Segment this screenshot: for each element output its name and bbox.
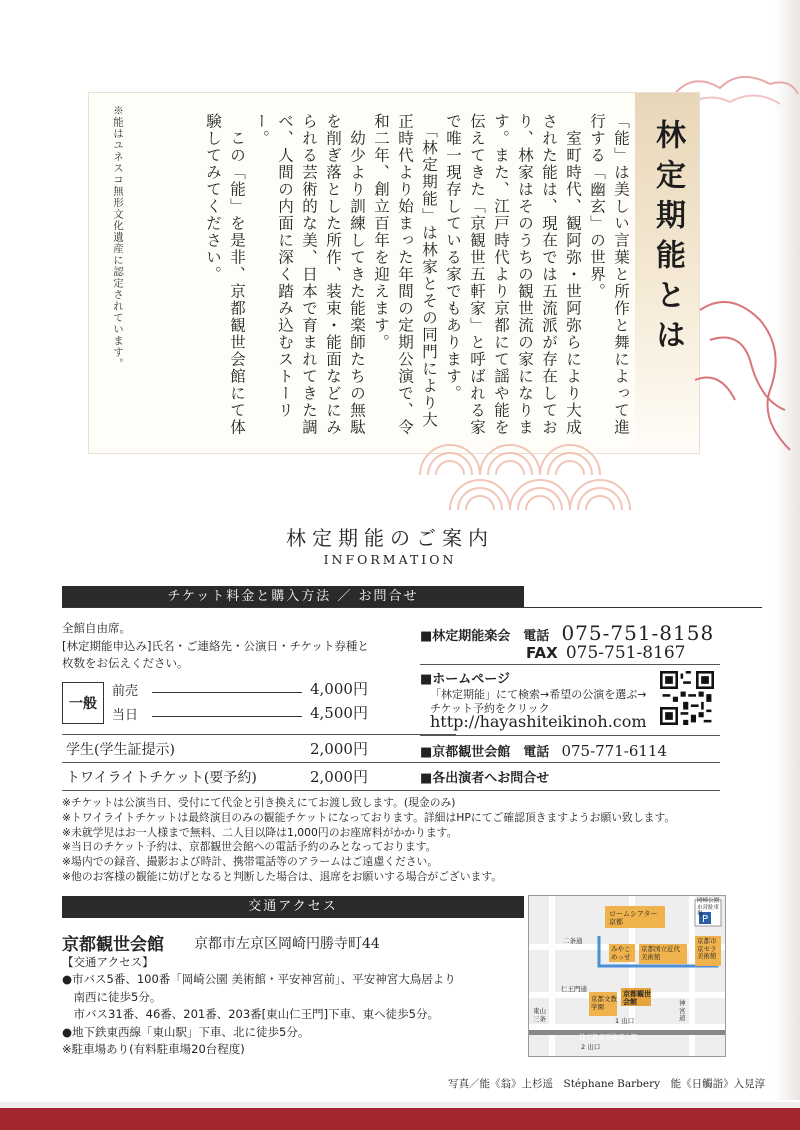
venue-name: 京都観世会館 [62,935,164,955]
performers-contact: ■各出演者へお問合せ [420,771,550,786]
student-label: 学生(学生証提示) [66,742,175,758]
unesco-note: ※能はユネスコ無形文化遺産に認定されています。 [112,105,124,370]
map-label-kanze: 京都観世会館 [623,990,651,1006]
fax-contact [526,643,686,663]
access-heading: 【交通アクセス】 [62,955,154,969]
divider [420,790,720,791]
assoc-contact [420,621,714,645]
access-line: ※駐車場あり(有料駐車場20台程度) [62,1042,245,1056]
intro-panel [88,92,700,454]
divider [62,790,456,791]
notes-list [62,796,762,885]
divider [420,735,720,736]
map-label-subway: 地下鉄東西線東山駅 [579,1033,638,1041]
door-price: 4,500円 [310,704,368,722]
hp-instruction-2: チケット予約をクリック [430,702,550,715]
intro-paragraph: 「能」は美しい言葉と所作と舞によって進行する「幽玄」の世界。 [588,113,630,436]
apply-text: [林定期能申込み]氏名・ご連絡先・公演日・チケット券種と [62,639,369,653]
divider [62,607,762,608]
assoc-tel[interactable]: 075-751-8158 [561,621,715,645]
note-item: ※未就学児はお一人様まで無料、二人目以降は1,000円のお座席料がかかります。 [62,825,458,839]
map-label-rohm: ロームシアター京都 [609,910,658,926]
map-label-niomon: 仁王門通 [561,985,587,993]
map-label-parking: 岡崎公園市営駐車場 [697,898,720,917]
seating-text: 全館自由席。 [62,621,131,635]
kaikan-tel[interactable]: 075-771-6114 [561,742,668,760]
hp-label: ■ホームページ [420,672,511,687]
advance-price: 4,000円 [310,680,368,698]
apply-text-2: 枚数をお伝えください。 [62,656,189,670]
dragon-ornament [690,280,800,460]
intro-paragraph: この「能」を是非、京都観世会館にて体験してみてください。 [204,113,246,436]
twilight-label: トワイライトチケット(要予約) [66,770,257,786]
map-label-museum: 京都国立近代美術館 [641,945,680,961]
intro-paragraph: 「林定期能」は林家とその同門により大正時代より始まった年間の定期公演で、令和二年、創立百年を迎えます。 [372,113,438,436]
access-line: 南西に徒歩5分。 [62,989,162,1004]
leader-line [152,716,302,717]
access-line: ●市バス5番、100番「岡崎公園 美術館・平安神宮前」、平安神宮大鳥居より [62,972,456,986]
divider [62,734,456,735]
photo-credit: 写真／能《翁》上杉遥 Stéphane Barbery 能《日觸詣》入見淳 [448,1078,766,1090]
note-item: ※当日のチケット予約は、京都観世会館への電話予約のみとなっております。 [62,840,437,854]
intro-paragraph: 幼少より訓練してきた能楽師たちの無駄を削ぎ落とした所作、装束・能面などにみられる芸術的な美、日本で育まれてきた調べ、人間の内面に深く踏み込むストーリー。 [252,113,366,436]
kaikan-contact [420,741,667,760]
map-label-miyako: みやこめっせ [611,945,631,961]
general-label: 一般 [62,682,104,724]
note-item: ※トワイライトチケットは最終演目のみの観能チケットになっております。詳細はHPにてご確認頂きますようお願い致します。 [62,810,676,824]
twilight-price: 2,000円 [310,768,368,786]
leader-line [152,692,302,693]
info-subtitle: INFORMATION [323,552,457,567]
kaikan-label: ■京都観世会館 電話 [420,745,550,760]
access-lines [62,971,522,1059]
divider [420,664,720,665]
divider [62,762,456,763]
map-label-exit2: 2 出口 [581,1043,601,1051]
access-map[interactable] [528,895,726,1057]
note-item: ※場内での録音、撮影および時計、携帯電話等のアラームはご遠慮ください。 [62,855,439,869]
ticket-section-bar: チケット料金と購入方法 ／ お問合せ [62,586,524,608]
map-label-kyocera: 京都市京セラ美術館 [697,937,717,960]
bottom-color-band [0,1108,800,1130]
access-section-bar: 交通アクセス [62,896,524,918]
map-label-exit1: 1 出口 [615,1017,635,1025]
wave-pattern [410,415,700,525]
student-price: 2,000円 [310,740,368,758]
assoc-label: ■林定期能楽会 電話 [420,629,550,644]
note-item: ※他のお客様の観能に妨げとなると判断した場合は、退席をお願いする場合がございます。 [62,869,503,883]
fax-number: 075-751-8167 [565,643,686,663]
intro-paragraph: 室町時代、観阿弥・世阿弥らにより大成された能は、現在では五流派が存在しており、林家はそのうちの観世流の家になります。また、江戸時代より京都にて謡や能を伝えてきた「京観世五軒家」と呼ばれる家で唯一現存している家でもあります。 [444,113,582,436]
map-label-higashiyama: 東山三条 [533,1007,546,1023]
svg-text:P: P [702,914,709,925]
door-label: 当日 [112,708,139,723]
qr-code[interactable] [660,671,714,725]
divider [420,762,720,763]
map-label-jingu: 神宮道 [679,999,686,1022]
access-line: 市バス31番、46番、201番、203番[東山仁王門]下車、東へ徒歩5分。 [62,1007,439,1021]
note-item: ※チケットは公演当日、受付にて代金と引き換えにてお渡し致します。(現金のみ) [62,796,456,809]
info-title: 林定期能のご案内 [286,526,494,550]
website-url[interactable]: http://hayashiteikinoh.com [430,712,647,731]
fax-label: FAX [526,644,558,662]
map-label-nijo: 二条通 [563,937,583,945]
access-line: ●地下鉄東西線「東山駅」下車、北に徒歩5分。 [62,1024,310,1039]
venue-address: 京都市左京区岡崎円勝寺町44 [194,936,380,952]
general-price-box [62,678,456,732]
intro-title: 林定期能とは [635,93,699,453]
intro-body [201,113,633,443]
hp-instruction: 「林定期能」にて検索→希望の公演を選ぶ→ [430,688,647,701]
map-label-bunkyo: 京都文教学園 [591,995,617,1011]
advance-label: 前売 [112,684,139,699]
